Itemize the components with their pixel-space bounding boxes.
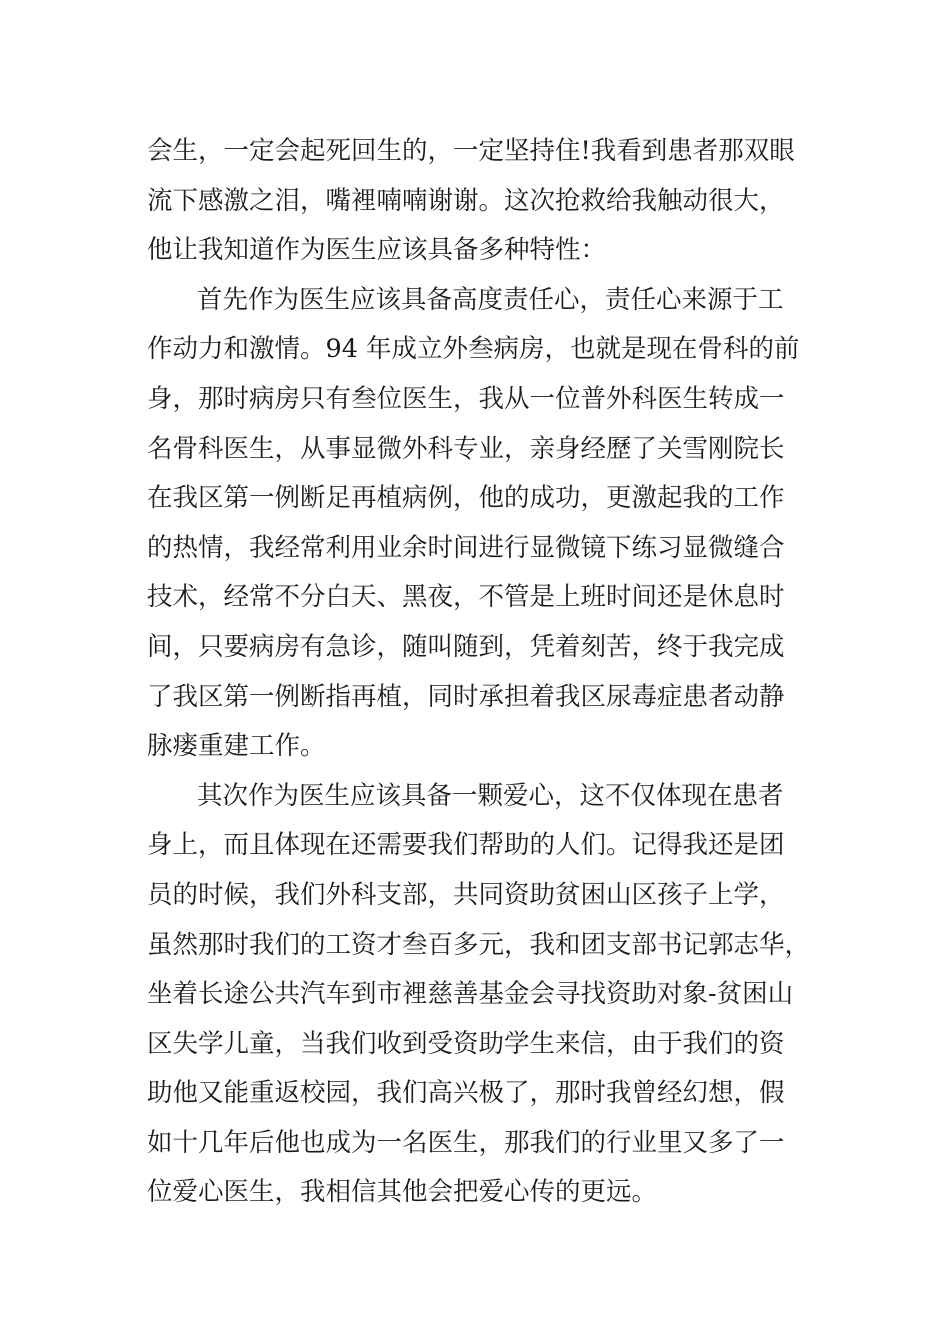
text-line: 脉瘘重建工作。 bbox=[147, 731, 326, 762]
text-line: 间，只要病房有急诊，随叫随到，凭着刻苦，终于我完成 bbox=[147, 631, 785, 662]
text-line: 身，那时病房只有叁位医生，我从一位普外科医生转成一 bbox=[147, 383, 785, 414]
text-line: 员的时候，我们外科支部，共同资助贫困山区孩子上学， bbox=[147, 879, 785, 910]
text-line: 技术，经常不分白天、黑夜，不管是上班时间还是休息时 bbox=[147, 582, 785, 613]
text-line: 虽然那时我们的工资才叁百多元，我和团支部书记郭志华， bbox=[147, 929, 811, 960]
text-line: 了我区第一例断指再植，同时承担着我区尿毒症患者动静 bbox=[147, 681, 785, 712]
text-line: 坐着长途公共汽车到市裡慈善基金会寻找资助对象-贫困山 bbox=[147, 979, 794, 1010]
text-line: 他让我知道作为医生应该具备多种特性： bbox=[147, 235, 607, 266]
text-line: 作动力和激情。94 年成立外叁病房，也就是现在骨科的前 bbox=[147, 334, 800, 365]
document-body bbox=[147, 127, 811, 1218]
text-line: 位爱心医生，我相信其他会把爱心传的更远。 bbox=[147, 1177, 658, 1208]
text-line: 区失学儿童，当我们收到受资助学生来信，由于我们的资 bbox=[147, 1028, 785, 1059]
text-line: 名骨科医生，从事显微外科专业，亲身经歷了关雪刚院长 bbox=[147, 433, 785, 464]
text-line: 如十几年后他也成为一名医生，那我们的行业里又多了一 bbox=[147, 1127, 785, 1158]
text-line: 身上，而且体现在还需要我们帮助的人们。记得我还是团 bbox=[147, 830, 785, 861]
text-line: 的热情，我经常利用业余时间进行显微镜下练习显微缝合 bbox=[147, 532, 785, 563]
paragraph-first-line: 首先作为医生应该具备高度责任心，责任心来源于工 bbox=[197, 284, 784, 315]
text-line: 流下感激之泪，嘴裡喃喃谢谢。这次抢救给我触动很大， bbox=[147, 185, 785, 216]
paragraph-first-line: 其次作为医生应该具备一颗爱心，这不仅体现在患者 bbox=[197, 780, 784, 811]
text-line: 在我区第一例断足再植病例，他的成功，更激起我的工作 bbox=[147, 483, 785, 514]
text-line: 会生，一定会起死回生的，一定坚持住!我看到患者那双眼 bbox=[147, 136, 795, 166]
text-line: 助他又能重返校园，我们高兴极了，那时我曾经幻想，假 bbox=[147, 1078, 785, 1109]
